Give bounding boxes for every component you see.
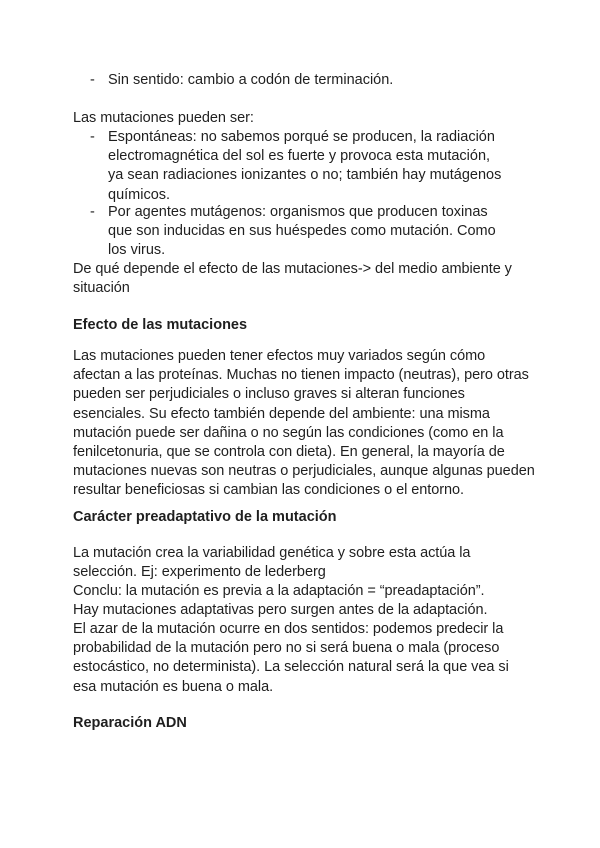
section-line-azar: El azar de la mutación ocurre en dos sentidos: podemos predecir la probabilidad de la mutación pero no si será buena o mala (proceso estocástico, no determinista). La selección natural será la que vea si esa mutación es buena o mala. bbox=[73, 621, 509, 695]
bullet-text-agentes-mutagenos: Por agentes mutágenos: organismos que producen toxinas que son inducidas en sus huéspedes como mutación. Como los virus. bbox=[108, 204, 496, 259]
section-body-efecto: Las mutaciones pueden tener efectos muy variados según cómo afectan a las proteínas. Muchas no tienen impacto (neutras), pero otras pueden ser perjudiciales o incluso graves si alteran funciones esenciales. Su efecto también depende del ambiente: una misma mutación puede ser dañina o no según las condiciones (como en la fenilcetonuria, que se controla con dieta). En general, la mayoría de mutaciones nuevas son neutras o perjudiciales, aunque algunas pueden resultar beneficiosas si cambian las condiciones o el entorno. bbox=[73, 348, 535, 499]
bullet-text-sin-sentido: Sin sentido: cambio a codón de terminación. bbox=[108, 72, 394, 88]
depends-text: De qué depende el efecto de las mutaciones-> del medio ambiente y situación bbox=[73, 261, 512, 297]
section-line-adaptativas: Hay mutaciones adaptativas pero surgen antes de la adaptación. bbox=[73, 602, 488, 618]
intro-text: Las mutaciones pueden ser: bbox=[73, 110, 254, 126]
section-title-efecto: Efecto de las mutaciones bbox=[73, 317, 248, 333]
bullet-marker: - bbox=[90, 72, 95, 88]
section-line-conclu: Conclu: la mutación es previa a la adaptación = “preadaptación”. bbox=[73, 583, 485, 599]
bullet-marker: - bbox=[90, 129, 95, 145]
section-title-reparacion: Reparación ADN bbox=[73, 715, 187, 731]
section-line-variabilidad: La mutación crea la variabilidad genética y sobre esta actúa la selección. Ej: experimento de lederberg bbox=[73, 545, 471, 581]
bullet-text-espontaneas: Espontáneas: no sabemos porqué se producen, la radiación electromagnética del sol es fuerte y provoca esta mutación, ya sean radiaciones ionizantes o no; también hay mutágenos químicos. bbox=[108, 129, 502, 203]
bullet-marker: - bbox=[90, 204, 95, 220]
section-title-preadaptativo: Carácter preadaptativo de la mutación bbox=[73, 509, 337, 525]
